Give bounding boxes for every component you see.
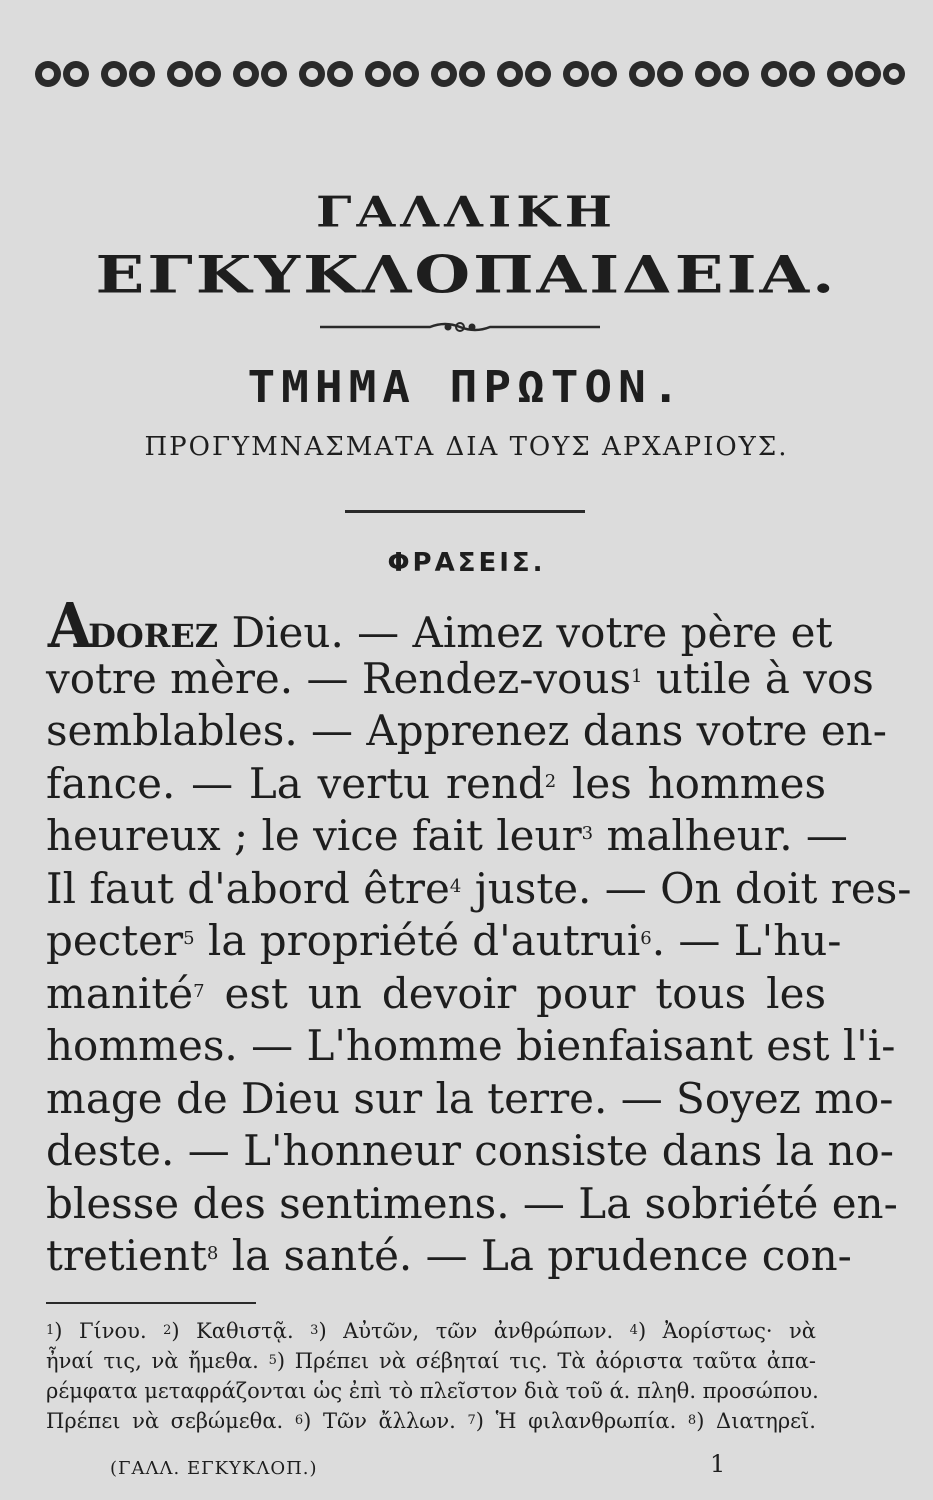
footnote-mark: 5 <box>268 1353 277 1368</box>
footnote-text: ) Τῶν ἄλλων. <box>303 1409 456 1433</box>
small-caps-word: DOREZ <box>88 617 219 655</box>
footnote-line <box>46 1346 816 1376</box>
footnote-ref: 8 <box>206 1243 219 1264</box>
decorative-rule <box>320 320 600 334</box>
text-line <box>46 810 848 863</box>
text-line <box>46 1230 852 1283</box>
text-run: manité <box>46 968 194 1018</box>
text-run: Dieu. — Aimez votre père et <box>231 608 833 657</box>
footnote-text: ) Πρέπει νὰ σέβηταί τις. Τὰ ἀόριστα ταῦτα ἀπα- <box>276 1349 816 1373</box>
footnote-line <box>46 1406 816 1436</box>
text-run: tretient <box>46 1231 207 1280</box>
text-run: pecter <box>46 916 184 965</box>
footnote-text: Πρέπει νὰ σεβώμεθα. <box>46 1409 284 1433</box>
text-run: juste. — On doit res- <box>474 863 912 913</box>
footnote-ref: 4 <box>449 875 462 897</box>
text-run: les hommes <box>572 758 826 808</box>
footnote-ref: 6 <box>640 928 652 949</box>
text-run: fance. — La vertu rend <box>46 758 545 808</box>
footnote-mark: 6 <box>294 1413 304 1428</box>
ornament-border <box>28 50 908 98</box>
signature-mark: (ΓΑΛΛ. ΕΓΚΥΚΛΟΠ.) <box>110 1458 318 1479</box>
phrases-heading: ΦΡΑΣΕΙΣ. <box>387 548 546 578</box>
footnote-line: ρέμφατα μεταφράζονται ὡς ἐπὶ τὸ πλεῖστον διὰ τοῦ ά. πληθ. προσώπου. <box>46 1379 819 1403</box>
section-heading: ΤΜΗΜΑ ΠΡΩΤΟΝ. <box>247 361 686 413</box>
text-line <box>46 915 842 968</box>
text-run: malheur. — <box>606 811 848 860</box>
text-run: la propriété d'autrui <box>207 916 641 965</box>
footnote-ref: 1 <box>631 665 643 687</box>
text-run: . — L'hu- <box>651 916 842 965</box>
text-line <box>46 589 833 662</box>
footnote-text: ) Γίνου. <box>54 1319 147 1343</box>
book-title-line2: ΕΓΚΥΚΛΟΠΑΙΔΕΙΑ. <box>95 245 838 306</box>
text-line <box>46 758 826 811</box>
text-run: utile à vos <box>655 653 874 703</box>
footnote-ref: 3 <box>581 823 594 844</box>
footnote-mark: 3 <box>310 1323 319 1338</box>
footnote-ref: 5 <box>183 928 195 949</box>
book-title-line1: ΓΑΛΛΙΚΗ <box>316 186 617 237</box>
drop-cap: A <box>47 589 93 662</box>
text-line <box>46 863 912 916</box>
text-line: mage de Dieu sur la terre. — Soyez mo- <box>46 1073 894 1123</box>
text-line: deste. — L'honneur consiste dans la no- <box>46 1126 894 1175</box>
text-run: heureux ; le vice fait leur <box>46 811 582 860</box>
footnotes <box>46 1316 819 1436</box>
page-number: 1 <box>710 1450 726 1478</box>
text-run: la santé. — La prudence con- <box>231 1231 852 1280</box>
footnote-mark: 7 <box>467 1413 476 1428</box>
section-subtitle: ΠΡΟΓΥΜΝΑΣΜΑΤΑ ΔΙΑ ΤΟΥΣ ΑΡΧΑΡΙΟΥΣ. <box>144 432 789 462</box>
footnote-text: ἦναί τις, νὰ ἤμεθα. <box>46 1349 259 1373</box>
text-run: Il faut d'abord être <box>46 863 450 913</box>
footnote-rule <box>46 1302 256 1304</box>
text-line <box>46 653 874 706</box>
text-line: hommes. — L'homme bienfaisant est l'i- <box>46 1021 896 1070</box>
footnote-text: ) Αὐτῶν, τῶν ἀνθρώπων. <box>318 1319 614 1343</box>
text-line: blesse des sentimens. — La sobriété en- <box>46 1178 898 1228</box>
footnote-ref: 2 <box>544 770 557 792</box>
footnote-line <box>46 1316 816 1346</box>
text-run: votre mère. — Rendez-vous <box>46 653 632 703</box>
footnote-mark: 8 <box>687 1413 697 1428</box>
text-run: est un devoir pour tous les <box>224 968 826 1018</box>
footnote-mark: 4 <box>629 1323 638 1338</box>
text-line: semblables. — Apprenez dans votre en- <box>46 706 887 755</box>
footnote-text: ) Καθιστᾷ. <box>171 1319 294 1343</box>
footnote-ref: 7 <box>193 980 205 1002</box>
footnote-text: ) Ἀορίστως· νὰ <box>637 1319 816 1343</box>
footnote-text: ) Διατηρεῖ. <box>696 1409 816 1433</box>
body-paragraph <box>46 589 912 1283</box>
text-line <box>46 968 826 1021</box>
footnote-mark: 1 <box>46 1323 55 1338</box>
footnote-mark: 2 <box>163 1323 172 1338</box>
divider <box>345 510 585 513</box>
footnote-text: ) Ἡ φιλανθρωπία. <box>475 1409 677 1433</box>
